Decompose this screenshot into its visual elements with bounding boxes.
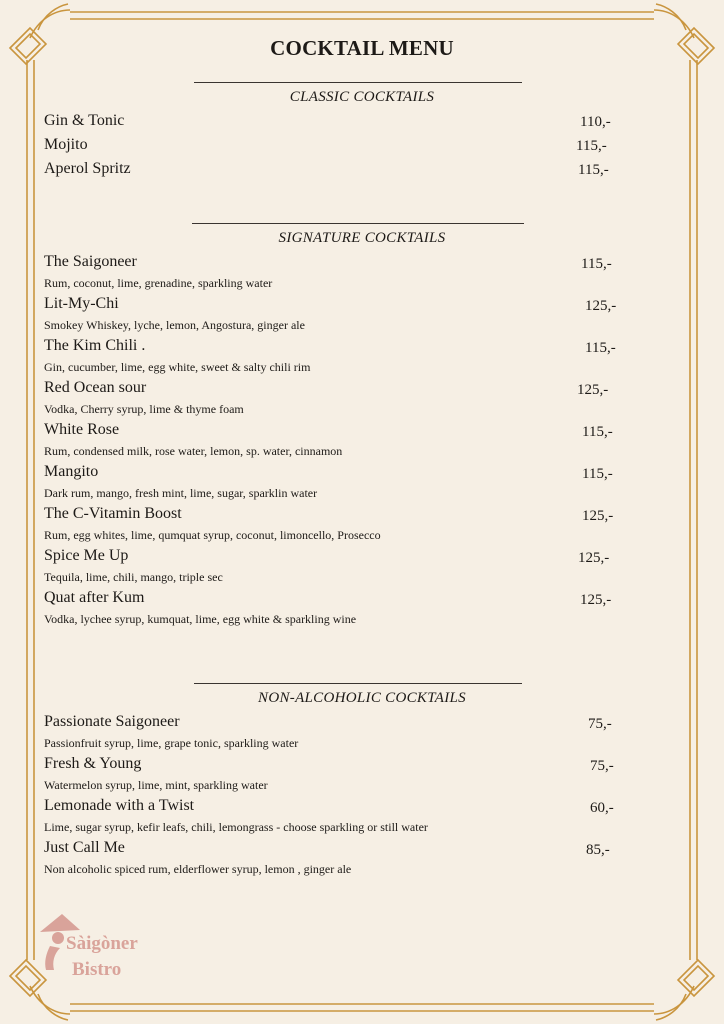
corner-ornament-bottom-right: [654, 960, 714, 1020]
item-price: 115,-: [585, 340, 616, 356]
item-name: Gin & Tonic: [44, 112, 125, 129]
item-description: Smokey Whiskey, lyche, lemon, Angostura, ginger ale: [44, 318, 305, 332]
item-description: Vodka, lychee syrup, kumquat, lime, egg white & sparkling wine: [44, 612, 357, 626]
item-price: 125,-: [580, 592, 612, 608]
item-name: Lit-My-Chi: [44, 295, 119, 312]
item-name: Lemonade with a Twist: [44, 797, 195, 814]
item-price: 115,-: [582, 424, 613, 440]
item-name: Passionate Saigoneer: [44, 713, 180, 730]
logo-line-2: Bistro: [72, 959, 122, 980]
item-description: Dark rum, mango, fresh mint, lime, sugar, sparklin water: [44, 486, 318, 500]
item-price: 125,-: [577, 382, 609, 398]
item-price: 115,-: [582, 466, 613, 482]
item-description: Rum, egg whites, lime, qumquat syrup, coconut, limoncello, Prosecco: [44, 528, 381, 542]
section-divider: [194, 683, 522, 684]
item-description: Rum, condensed milk, rose water, lemon, sp. water, cinnamon: [44, 444, 343, 458]
item-price: 60,-: [590, 800, 614, 816]
item-name: Quat after Kum: [44, 589, 145, 606]
item-description: Vodka, Cherry syrup, lime & thyme foam: [44, 402, 244, 416]
item-description: Gin, cucumber, lime, egg white, sweet & salty chili rim: [44, 360, 311, 374]
item-price: 125,-: [582, 508, 614, 524]
item-name: Just Call Me: [44, 839, 125, 856]
section-title-non-alcoholic: NON-ALCOHOLIC COCKTAILS: [258, 690, 466, 706]
item-price: 115,-: [578, 162, 609, 178]
item-name: The C-Vitamin Boost: [44, 505, 182, 522]
page-title: COCKTAIL MENU: [270, 36, 454, 60]
item-price: 85,-: [586, 842, 610, 858]
item-price: 115,-: [576, 138, 607, 154]
item-name: Mojito: [44, 136, 88, 153]
section-divider: [194, 82, 522, 83]
section-title-signature: SIGNATURE COCKTAILS: [278, 230, 446, 246]
logo-line-1: Sàigòner: [66, 933, 138, 954]
item-price: 115,-: [581, 256, 612, 272]
item-name: Mangito: [44, 463, 99, 480]
item-price: 125,-: [585, 298, 617, 314]
item-description: Lime, sugar syrup, kefir leafs, chili, lemongrass - choose sparkling or still water: [44, 820, 428, 834]
item-description: Watermelon syrup, lime, mint, sparkling water: [44, 778, 268, 792]
item-price: 75,-: [590, 758, 614, 774]
item-description: Non alcoholic spiced rum, elderflower syrup, lemon , ginger ale: [44, 862, 352, 876]
item-name: White Rose: [44, 421, 120, 438]
item-name: Aperol Spritz: [44, 160, 131, 177]
section-divider: [192, 223, 524, 224]
item-name: The Saigoneer: [44, 253, 137, 270]
item-name: Fresh & Young: [44, 755, 142, 772]
item-name: Red Ocean sour: [44, 379, 147, 396]
item-price: 125,-: [578, 550, 610, 566]
item-description: Passionfruit syrup, lime, grape tonic, sparkling water: [44, 736, 299, 750]
bistro-logo: [36, 912, 146, 992]
item-description: Rum, coconut, lime, grenadine, sparkling water: [44, 276, 273, 290]
item-price: 110,-: [580, 114, 611, 130]
item-name: Spice Me Up: [44, 547, 129, 564]
item-name: The Kim Chili .: [44, 337, 146, 354]
section-title-classic: CLASSIC COCKTAILS: [289, 89, 435, 105]
item-price: 75,-: [588, 716, 612, 732]
item-description: Tequila, lime, chili, mango, triple sec: [44, 570, 223, 584]
